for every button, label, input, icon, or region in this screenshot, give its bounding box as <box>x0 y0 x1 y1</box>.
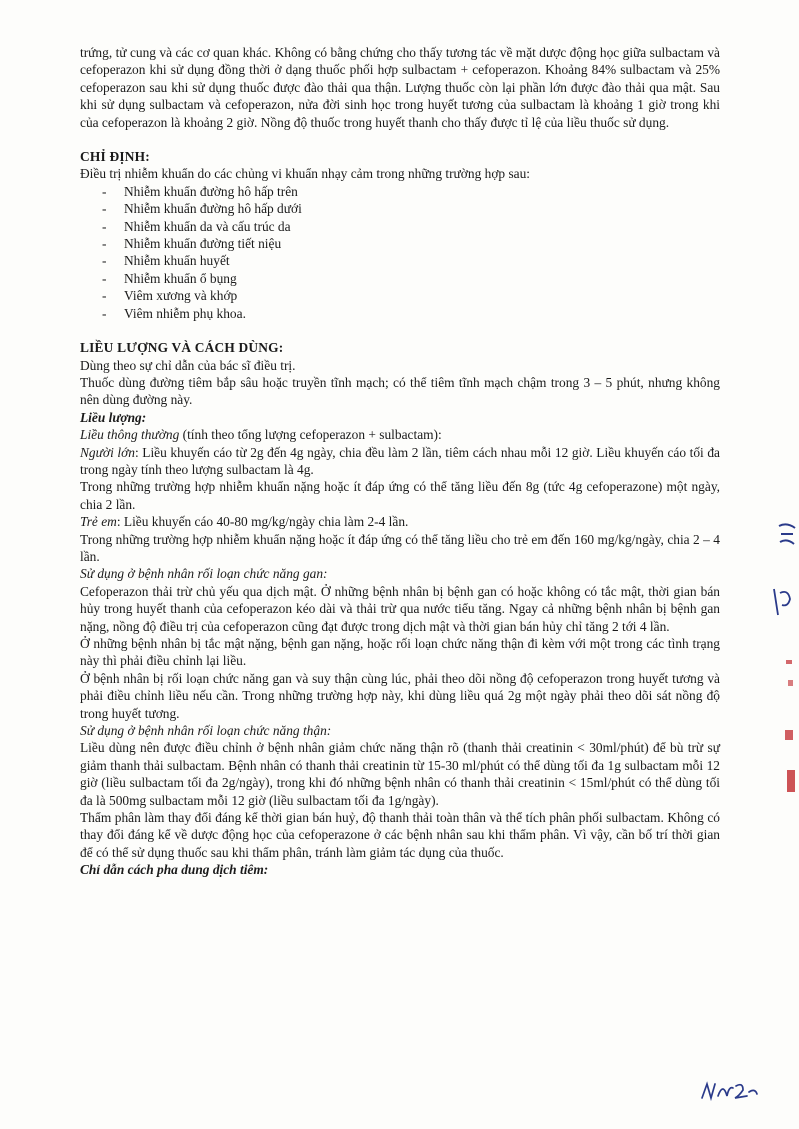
list-item: - Nhiễm khuẩn đường hô hấp dưới <box>102 200 720 217</box>
liver-impairment-label: Sử dụng ở bệnh nhân rối loạn chức năng gan: <box>80 566 328 582</box>
indications-section <box>80 148 720 322</box>
child-dose-label: Trẻ em <box>80 514 117 530</box>
adult-severe-dose: Trong những trường hợp nhiễm khuẩn nặng hoặc ít đáp ứng có thể tăng liều đến 8g (tức 4g cefoperazone) một ngày, chia 2 lần. <box>80 479 720 512</box>
list-item: - Nhiễm khuẩn da và cấu trúc da <box>102 218 720 235</box>
kidney-paragraph-1: Liều dùng nên được điều chỉnh ở bệnh nhân giảm chức năng thận rõ (thanh thải creatinin < 30ml/phút) để bù trừ sự giảm thanh thải sulbactam. Bệnh nhân có thanh thải creatinin từ 15-30 ml/phút có thể dùng tối đa 1g sulbactam mỗi 12 giờ (liều sulbactam tối đa 2g/ngày), trong khi đó những bệnh nhân có thanh thải creatinin < 15ml/phút có thể dùng tối đa là 500mg sulbactam mỗi 12 giờ (liều sulbactam tối đa 1g/ngày). <box>80 740 720 808</box>
usual-dose-text: (tính theo tổng lượng cefoperazon + sulbactam): <box>179 427 442 443</box>
usual-dose-label: Liều thông thường <box>80 427 180 443</box>
indications-list <box>80 183 720 322</box>
liver-paragraph-3: Ở bệnh nhân bị rối loạn chức năng gan và suy thận cùng lúc, phải theo dõi nồng độ cefoperazon trong huyết tương và phải điều chỉnh liều nếu cần. Trong những trường hợp này, khi dùng liều quá 2g một ngày phải theo dõi sát nồng độ trong huyết tương. <box>80 670 720 721</box>
red-stamp-fragment-icon <box>782 650 798 810</box>
list-item: - Nhiễm khuẩn huyết <box>102 252 720 269</box>
adult-dose-text: : Liều khuyến cáo từ 2g đến 4g ngày, chia đều làm 2 lần, tiêm cách nhau mỗi 12 giờ. Liều khuyến cáo tối đa trong ngày tính theo lượng sulbactam là 4g. <box>80 444 720 477</box>
adult-dose-label: Người lớn <box>80 444 135 460</box>
adult-dose-line <box>80 444 720 479</box>
pharmacokinetics-paragraph: trứng, tử cung và các cơ quan khác. Không có bằng chứng cho thấy tương tác về mặt dược động học giữa sulbactam và cefoperazon khi sử dụng đồng thời ở dạng thuốc phối hợp sulbactam + cefoperazon. Khoảng 84% sulbactam và 25% cefoperazon sau khi sử dụng thuốc được đào thải qua thận. Lượng thuốc còn lại phần lớn được đào thải qua mật. Sau khi sử dụng sulbactam và cefoperazon, nửa đời sinh học trong huyết tương của sulbactam là khoảng 1 giờ trong khi của cefoperazon là khoảng 2 giờ. Nồng độ thuốc trong huyết thanh cho thấy được tỉ lệ của liều thuốc sử dụng. <box>80 45 720 130</box>
list-item: - Viêm nhiễm phụ khoa. <box>102 305 720 322</box>
usual-dose-line <box>80 426 720 443</box>
stamp-fragment-icon <box>775 520 799 550</box>
indications-intro: Điều trị nhiễm khuẩn do các chủng vi khuẩn nhạy cảm trong những trường hợp sau: <box>80 166 531 182</box>
child-severe-dose: Trong những trường hợp nhiễm khuẩn nặng hoặc ít đáp ứng có thể tăng liều cho trẻ em đến 160 mg/kg/ngày, chia 2 – 4 lần. <box>80 531 720 564</box>
liver-paragraph-1: Cefoperazon thải trừ chủ yếu qua dịch mật. Ở những bệnh nhân bị bệnh gan có hoặc không có tắc mật, thời gian bán hủy trong huyết thanh của cefoperazon kéo dài và thải trừ qua nước tiểu tăng. Ngay cả những bệnh nhân bị bệnh gan nặng, nồng độ điều trị của cefoperazon cũng đạt được trong dịch mật và thời gian bán hủy chỉ tăng 2 tới 4 lần. <box>80 583 720 634</box>
dosage-section <box>80 339 720 879</box>
preparation-heading: Chỉ dẫn cách pha dung dịch tiêm: <box>80 862 269 878</box>
dosage-line-2: Thuốc dùng đường tiêm bắp sâu hoặc truyền tĩnh mạch; có thể tiêm tĩnh mạch chậm trong 3 – 5 phút, nhưng không nên dùng đường này. <box>80 374 720 408</box>
liver-paragraph-2: Ở những bệnh nhân bị tắc mật nặng, bệnh gan nặng, hoặc rối loạn chức năng thận đi kèm với một trong các tình trạng này thì phải điều chỉnh lại liều. <box>80 636 720 669</box>
handwritten-mark-icon <box>768 585 796 621</box>
dosage-heading: LIỀU LƯỢNG VÀ CÁCH DÙNG: <box>80 340 284 356</box>
list-item: - Nhiễm khuẩn đường tiết niệu <box>102 235 720 252</box>
dosage-line-1: Dùng theo sự chỉ dẫn của bác sĩ điều trị. <box>80 357 296 373</box>
child-dose-line <box>80 513 720 530</box>
handwritten-signature <box>699 1078 759 1109</box>
list-item: - Nhiễm khuẩn đường hô hấp trên <box>102 183 720 200</box>
document-page <box>80 44 720 879</box>
indications-heading: CHỈ ĐỊNH: <box>80 149 150 165</box>
list-item: - Viêm xương và khớp <box>102 287 720 304</box>
kidney-impairment-label: Sử dụng ở bệnh nhân rối loạn chức năng thận: <box>80 723 332 739</box>
kidney-paragraph-2: Thẩm phân làm thay đổi đáng kể thời gian bán huỷ, độ thanh thải toàn thân và thể tích phân phối sulbactam. Không có thay đổi đáng kể về dược động học của cefoperazone ở các bệnh nhân sau khi thẩm phân. Vì vậy, cần bố trí thời gian để có thể sử dụng thuốc sau khi thẩm phân, tránh làm giảm tác dụng của thuốc. <box>80 810 720 860</box>
signature-icon <box>699 1078 759 1104</box>
list-item: - Nhiễm khuẩn ổ bụng <box>102 270 720 287</box>
child-dose-text: : Liều khuyến cáo 40-80 mg/kg/ngày chia làm 2-4 lần. <box>116 514 409 530</box>
dosage-subheading: Liều lượng: <box>80 409 147 425</box>
